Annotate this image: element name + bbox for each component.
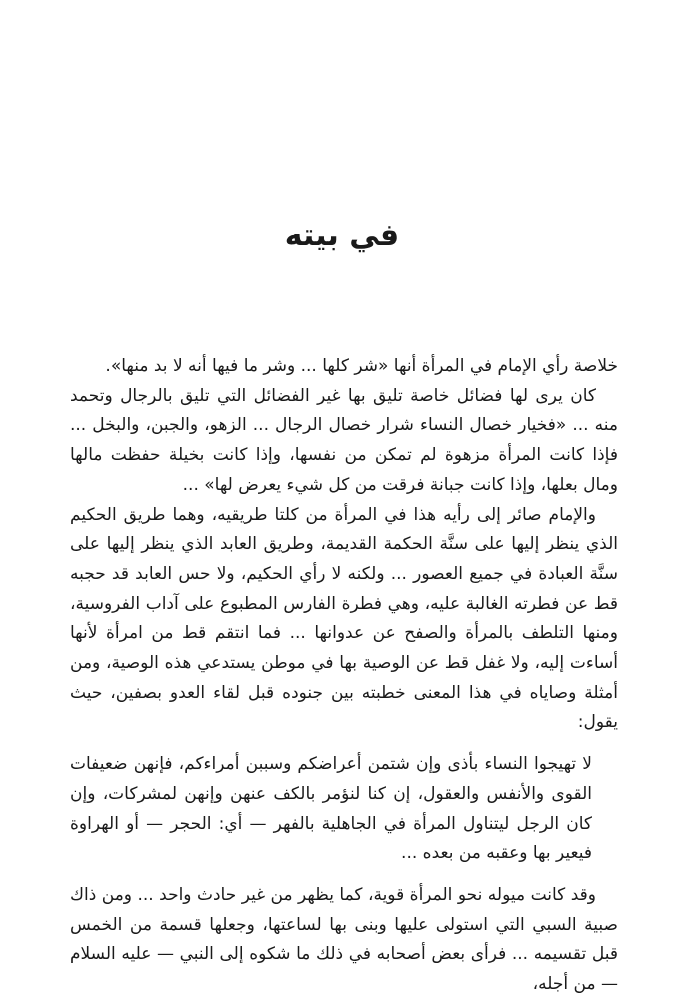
paragraph-1: خلاصة رأي الإمام في المرأة أنها «شر كلها ... وشر ما فيها أنه لا بد منها». bbox=[105, 356, 618, 376]
chapter-body bbox=[70, 352, 618, 1000]
block-quote: لا تهيجوا النساء بأذى وإن شتمن أعراضكم وسببن أمراءكم، فإنهن ضعيفات القوى والأنفس والعقول، إن كنا لنؤمر بالكف عنهن وإنهن لمشركات، وإن كان الرجل ليتناول المرأة في الجاهلية بالفهر — أي: الحجر — أو الهراوة فيعير بها وعقبه من بعده ... bbox=[70, 754, 592, 864]
paragraph-4: وقد كانت ميوله نحو المرأة قوية، كما يظهر من غير حادث واحد ... ومن ذاك صبية السبي التي استولى عليها وبنى بها لساعتها، وجعلها قسمة من الخمس قبل تقسيمه ... فرأى بعض أصحابه في ذلك ما شكوه إلى النبي — عليه السلام — من أجله، bbox=[70, 884, 618, 995]
chapter-title: في بيته bbox=[284, 218, 400, 253]
paragraph-2: كان يرى لها فضائل خاصة تليق بها غير الفضائل التي تليق بالرجال وتحمد منه ... «فخيار خصال النساء شرار خصال الرجال ... الزهو، والجبن، والبخل ... فإذا كانت المرأة مزهوة لم تمكن من نفسها، وإذا كانت بخيلة حفظت مالها ومال بعلها، وإذا كانت جبانة فرقت من كل شيء يعرض لها» ... bbox=[70, 385, 618, 495]
paragraph-3: والإمام صائر إلى رأيه هذا في المرأة من كلتا طريقيه، وهما طريق الحكيم الذي ينظر إليها على سنَّة الحكمة القديمة، وطريق العابد الذي ينظر إليها على سنَّة العبادة في جميع العصور ... ولكنه لا رأي الحكيم، ولا حس العابد قد حجبه قط عن فطرته الغالبة عليه، وهي فطرة الفارس المطبوع على آداب الفروسية، ومنها التلطف بالمرأة والصفح عن عدوانها ... فما انتقم قط من امرأة لأنها أساءت إليه، ولا غفل قط عن الوصية بها في موطن يستدعي هذه الوصية، ومن أمثلة وصاياه في هذا المعنى خطبته بين جنوده قبل لقاء العدو بصفين، حيث يقول: bbox=[70, 504, 618, 733]
